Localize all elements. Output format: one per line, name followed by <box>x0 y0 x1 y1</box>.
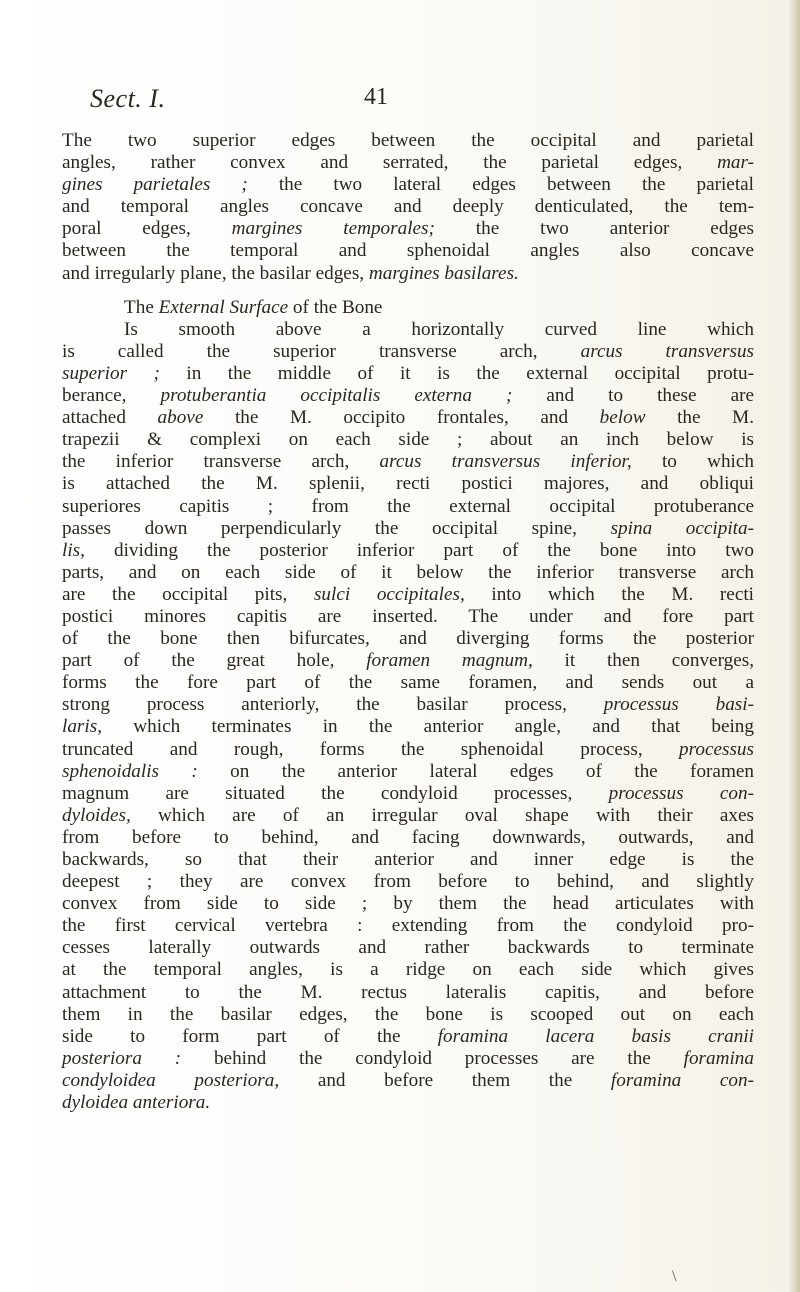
latin-term: spina occipita- <box>610 517 754 539</box>
text-run: postici minores capitis are inserted. The under and fore part <box>62 605 754 627</box>
text-run: and irregularly plane, the basilar edges, <box>62 262 369 284</box>
text-run: strong process anteriorly, the basilar process, <box>62 694 604 716</box>
text-line <box>62 540 754 562</box>
text-run: the M. occipito frontales, and <box>203 407 600 429</box>
text-line <box>62 130 754 152</box>
text-run: The <box>124 296 159 318</box>
text-line <box>62 959 754 981</box>
text-line <box>62 451 754 473</box>
text-line <box>62 1026 754 1048</box>
text-line <box>62 672 754 694</box>
text-run: angles, rather convex and serrated, the parietal edges, <box>62 152 718 174</box>
latin-term: foramina con- <box>610 1069 754 1091</box>
text-run: it then converges, <box>532 650 754 672</box>
latin-term: processus basi- <box>603 694 754 716</box>
latin-term: sphenoidalis : <box>62 760 198 782</box>
text-run: truncated and rough, forms the sphenoidal process, <box>62 738 680 760</box>
page-binding-edge <box>788 0 800 1292</box>
text-run: into which the M. recti <box>464 583 754 605</box>
latin-term: foramina lacera basis cranii <box>437 1025 754 1047</box>
text-line <box>62 407 754 429</box>
latin-term: margines temporales; <box>231 218 435 240</box>
text-line <box>62 152 754 174</box>
text-run: trapezii & complexi on each side ; about an inch below is <box>62 429 754 451</box>
text-line <box>62 739 754 761</box>
text-run: and before them the <box>279 1069 611 1091</box>
text-run: parts, and on each side of it below the inferior transverse arch <box>62 561 754 583</box>
text-run: behind the condyloid processes are the <box>181 1047 684 1069</box>
text-run: passes down perpendicularly the occipital spine, <box>62 517 611 539</box>
text-run: the first cervical vertebra : extending from the condyloid pro- <box>62 915 754 937</box>
text-run: The two superior edges between the occipital and parietal <box>62 130 754 151</box>
text-line <box>62 218 754 240</box>
text-line <box>62 915 754 937</box>
text-run: backwards, so that their anterior and inner edge is the <box>62 849 754 870</box>
latin-term: foramen magnum, <box>366 650 533 672</box>
latin-term: below <box>599 407 646 429</box>
text-line <box>62 263 754 285</box>
text-line <box>62 562 754 584</box>
paragraph-external-surface <box>62 319 754 1114</box>
text-line <box>62 1070 754 1092</box>
text-run: the two anterior edges <box>434 218 754 240</box>
text-line <box>62 606 754 628</box>
section-label: Sect. I. <box>90 84 166 113</box>
printer-mark: \ <box>672 1268 677 1285</box>
running-header <box>90 84 750 124</box>
latin-term: gines parietales ; <box>62 174 248 196</box>
text-run: between the temporal and sphenoidal angles also concave <box>62 240 754 262</box>
latin-term: protuberantia occipitalis externa ; <box>160 385 513 407</box>
text-line <box>62 783 754 805</box>
text-run: forms the fore part of the same foramen, and sends out a <box>62 672 754 694</box>
text-line <box>62 849 754 871</box>
text-run: on the anterior lateral edges of the foramen <box>197 760 754 782</box>
text-line <box>62 496 754 518</box>
text-run: which are of an irregular oval shape with their axes <box>130 804 754 826</box>
section-heading-external-surface <box>62 297 754 319</box>
latin-term: dyloidea anteriora. <box>62 1092 211 1114</box>
text-line <box>62 982 754 1004</box>
text-run: convex from side to side ; by them the head articulates with <box>62 893 754 915</box>
text-line <box>62 584 754 606</box>
text-line <box>62 761 754 783</box>
text-run: of the Bone <box>288 296 383 318</box>
text-line <box>62 319 754 341</box>
latin-term: foramina <box>683 1047 754 1069</box>
latin-term: margines basilares. <box>368 262 519 284</box>
text-run: and to these are <box>512 385 754 407</box>
latin-term: External Surface <box>158 296 289 318</box>
text-line <box>62 363 754 385</box>
text-line <box>62 694 754 716</box>
text-line <box>62 196 754 218</box>
latin-term: superior ; <box>62 362 160 384</box>
text-line <box>62 518 754 540</box>
text-run: Is smooth above a horizontally curved line which <box>124 318 754 340</box>
text-run: part of the great hole, <box>62 650 367 672</box>
page-number: 41 <box>364 84 388 110</box>
text-run: them in the basilar edges, the bone is scooped out on each <box>62 1003 754 1025</box>
text-run: cesses laterally outwards and rather backwards to terminate <box>62 937 754 959</box>
text-line <box>62 1092 754 1114</box>
text-run: attached <box>62 407 158 429</box>
text-run: the two lateral edges between the parietal <box>247 174 754 196</box>
text-run: berance, <box>62 385 161 407</box>
text-line <box>62 805 754 827</box>
latin-term: dyloides, <box>62 804 131 826</box>
text-run: and temporal angles concave and deeply denticulated, the tem- <box>62 196 754 218</box>
paragraph-margins <box>62 130 754 285</box>
text-run: is called the superior transverse arch, <box>62 340 581 362</box>
text-run: of the bone then bifurcates, and diverging forms the posterior <box>62 628 754 650</box>
body-text <box>62 130 754 1114</box>
text-run: the M. <box>645 407 754 429</box>
text-run: from before to behind, and facing downwards, outwards, and <box>62 826 754 848</box>
text-line <box>62 650 754 672</box>
latin-term: laris, <box>62 716 102 738</box>
text-run: magnum are situated the condyloid processes, <box>62 782 609 804</box>
text-line <box>62 827 754 849</box>
latin-term: lis, <box>62 539 85 561</box>
text-line <box>62 937 754 959</box>
latin-term: arcus transversus inferior, <box>379 451 632 473</box>
text-line <box>62 473 754 495</box>
text-line <box>62 341 754 363</box>
text-run: to which <box>631 451 754 473</box>
text-line <box>62 1004 754 1026</box>
latin-term: arcus transversus <box>580 340 755 362</box>
text-line <box>62 628 754 650</box>
text-run: superiores capitis ; from the external occipital protuberance <box>62 495 754 517</box>
text-run: at the temporal angles, is a ridge on each side which gives <box>62 959 754 981</box>
latin-term: sulci occipitales, <box>313 583 465 605</box>
text-run: deepest ; they are convex from before to behind, and slightly <box>62 871 754 893</box>
latin-term: processus <box>679 738 754 760</box>
text-line <box>62 716 754 738</box>
latin-term: condyloidea posteriora, <box>62 1069 280 1091</box>
latin-term: posteriora : <box>62 1047 182 1069</box>
text-line <box>62 893 754 915</box>
text-line <box>62 385 754 407</box>
text-line <box>62 1048 754 1070</box>
text-run: attachment to the M. rectus lateralis capitis, and before <box>62 981 754 1003</box>
text-line <box>62 429 754 451</box>
text-line <box>62 871 754 893</box>
text-run: poral edges, <box>62 218 232 240</box>
text-run: are the occipital pits, <box>62 583 314 605</box>
text-run: in the middle of it is the external occipital protu- <box>159 362 755 384</box>
text-run: dividing the posterior inferior part of the bone into two <box>84 539 754 561</box>
text-line <box>62 174 754 196</box>
latin-term: above <box>157 407 204 429</box>
text-run: the inferior transverse arch, <box>62 451 380 473</box>
latin-term: processus con- <box>608 782 754 804</box>
text-run: side to form part of the <box>62 1025 438 1047</box>
text-line <box>62 240 754 262</box>
text-run: which terminates in the anterior angle, and that being <box>102 716 754 738</box>
latin-term: mar- <box>717 152 754 174</box>
text-run: is attached the M. splenii, recti postici majores, and obliqui <box>62 473 754 495</box>
